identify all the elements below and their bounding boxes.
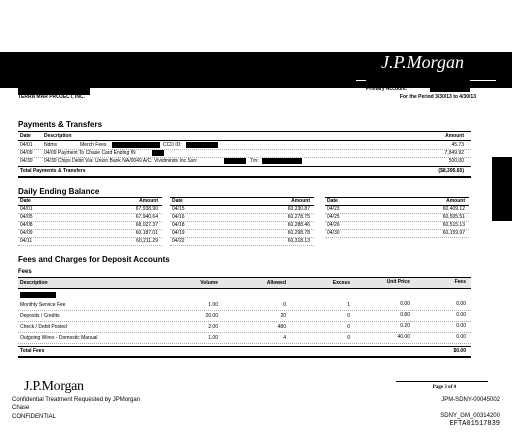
balance-amount: 60,211.29 [136,238,158,244]
balance-date: 04/09 [20,230,33,236]
redaction-block [186,142,218,148]
balance-date: 04/26 [327,222,340,228]
footer-confidential-line: Chase [12,405,30,411]
payment-description: 04/09 Payment To Chase Card Ending IN [44,150,136,156]
fee-unit-price: 0.80 [400,312,410,318]
payment-amount: 45.73 [451,142,464,148]
total-fees-label: Total Fees [20,348,45,354]
fees-subtitle: Fees [18,269,32,275]
payment-description: CCD ID: [163,142,182,148]
redaction-block [20,292,56,298]
fee-unit-price: 0.00 [400,301,410,307]
col-header-volume: Volume [200,280,218,286]
account-name: TERRA MAR PROJECT, INC. [18,94,86,100]
col-header-description: Description [20,280,48,286]
footer-confidential-label: CONFIDENTIAL [12,414,57,420]
balance-amount: 60,515.13 [442,222,465,228]
fee-description: Check / Debit Posted [20,324,67,330]
balance-date: 04/05 [20,214,33,220]
row-separator [18,332,471,333]
col-header-date: Date [172,198,183,204]
divider [18,140,471,141]
col-header-allowed: Allowed [266,280,286,286]
balance-date: 04/18 [172,222,185,228]
fee-description: Monthly Service Fee [20,302,66,308]
payment-description: Ndms [44,142,58,148]
section-title-daily-balance: Daily Ending Balance [18,187,100,196]
payment-description: 04/30 Chips Debit Via: Union Bank NA/0049 A/C: Vividminds Inc Ssn: [44,158,198,164]
col-header-fees: Fees [454,279,466,285]
primary-account-label: Primary Account: [366,86,408,92]
bates-number: JPM-SDNY-00045002 [441,397,500,403]
col-header-date: Date [20,133,31,139]
fee-volume: 2.00 [208,324,218,330]
section-title-payments: Payments & Transfers [18,120,103,129]
fee-excess: 0 [347,313,350,319]
redaction-block [152,150,164,156]
balance-date: 04/19 [172,230,185,236]
fee-amount: 0.00 [456,323,466,329]
balance-amount: 60,288.46 [287,222,310,228]
balance-amount: 67,938.90 [135,206,158,212]
footer-confidential-line: Confidential Treatment Requested by JPMorgan [12,397,141,403]
balance-date: 04/25 [327,214,340,220]
balance-date: 04/11 [20,238,33,244]
redaction-block [262,158,302,164]
payment-description: Merch Fees [80,142,107,148]
footer-jpmorgan-logo: J.P.Morgan [24,379,84,394]
balance-amount: 68,027.37 [135,222,158,228]
fee-unit-price: 40.00 [397,334,410,340]
balance-date: 04/30 [327,230,340,236]
redaction-block [492,157,512,221]
payment-amount: 7,849.92 [444,150,464,156]
col-header-unit-price: Unit Price [386,279,410,285]
redaction-block [430,86,470,92]
total-payments-amount: ($8,395.65) [438,168,464,174]
page-number: Page 3 of 4 [432,385,456,390]
fee-volume: 20.00 [205,313,218,319]
redaction-block [366,78,470,85]
payment-date: 04/01 [20,142,33,148]
payment-amount: 500.00 [448,158,464,164]
row-separator [18,245,162,246]
col-header-amount: Amount [445,133,464,139]
fee-volume: 1.00 [208,335,218,341]
payment-date: 04/09 [20,150,33,156]
fee-amount: 0.00 [456,312,466,318]
col-header-excess: Excess [332,280,350,286]
balance-date: 04/22 [172,238,185,244]
fee-allowed: 480 [277,324,286,330]
fee-allowed: 0 [283,302,286,308]
balance-date: 04/01 [20,206,33,212]
balance-amount: 60,278.75 [287,214,310,220]
divider [18,288,471,289]
fee-volume: 1.00 [208,302,218,308]
total-payments-label: Total Payments & Transfers [20,168,86,174]
row-separator [18,321,471,322]
divider [18,176,471,178]
row-separator [170,245,314,246]
balance-date: 04/16 [172,214,185,220]
balance-date: 04/15 [172,206,185,212]
col-header-amount: Amount [139,198,158,204]
payment-description: Trn: [250,158,259,164]
col-header-date: Date [327,198,338,204]
balance-amount: 60,230.87 [287,206,310,212]
fee-description: Deposits / Credits [20,313,60,319]
jpmorgan-logo: J.P.Morgan [381,52,464,72]
row-separator [18,310,471,311]
fee-excess: 0 [347,324,350,330]
balance-amount: 60,409.12 [442,206,465,212]
row-separator [325,237,469,238]
balance-amount: 67,940.64 [135,214,158,220]
col-header-date: Date [20,198,31,204]
fee-allowed: 4 [283,335,286,341]
fee-description: Outgoing Wires - Domestic Manual [20,335,98,341]
statement-period: For the Period 3/30/13 to 4/30/13 [399,94,476,100]
balance-amount: 60,159.97 [442,230,465,236]
balance-date: 04/23 [327,206,340,212]
fee-excess: 1 [347,302,350,308]
payment-date: 04/30 [20,158,33,164]
fee-allowed: 20 [280,313,286,319]
fee-amount: 0.00 [456,301,466,307]
section-title-fees: Fees and Charges for Deposit Accounts [18,255,170,264]
bates-number: SDNY_GM_00314200 [440,413,500,419]
fee-excess: 0 [347,335,350,341]
fee-amount: 0.00 [456,334,466,340]
col-header-description: Description [44,133,72,139]
divider [396,381,488,382]
balance-amount: 60,298.78 [287,230,310,236]
total-fees-amount: $0.00 [453,348,466,354]
balance-amount: 60,505.51 [442,214,465,220]
balance-date: 04/08 [20,222,33,228]
fee-unit-price: 0.20 [400,323,410,329]
redaction-block [112,142,160,148]
divider [18,356,471,358]
col-header-amount: Amount [291,198,310,204]
divider [18,346,471,347]
efta-number: EFTA01517839 [449,420,500,428]
col-header-amount: Amount [446,198,465,204]
divider [18,131,471,132]
balance-amount: 60,318.13 [287,238,310,244]
divider [18,166,471,167]
redaction-block [224,158,246,164]
balance-amount: 60,187.01 [135,230,158,236]
row-separator [18,343,471,344]
